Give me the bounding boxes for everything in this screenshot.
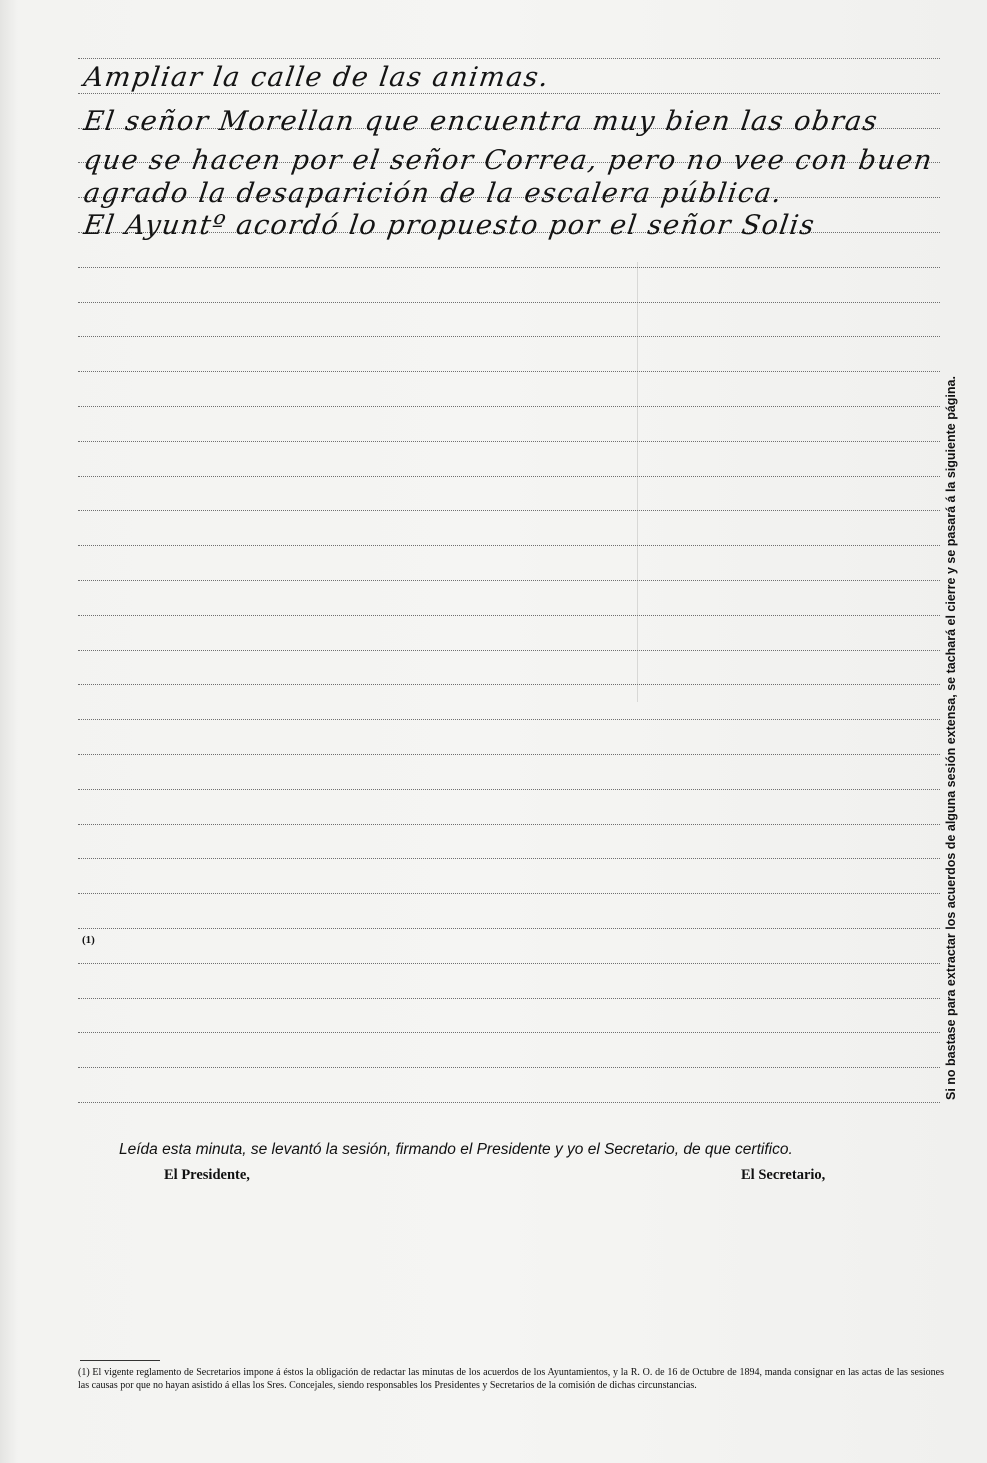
side-margin-note: Si no bastase para extractar los acuerdos de alguna sesión extensa, se tachará el cierre y se pasará á la siguiente página. — [944, 376, 958, 1100]
ruled-line — [78, 336, 940, 337]
secretary-signature-label: El Secretario, — [741, 1167, 826, 1183]
ruled-line — [78, 476, 940, 477]
ruled-line — [78, 510, 940, 511]
ruled-line — [78, 789, 940, 790]
president-signature-label: El Presidente, — [164, 1167, 250, 1183]
ruled-line — [78, 58, 940, 59]
ruled-line — [78, 754, 940, 755]
ruled-line — [78, 858, 940, 859]
ruled-line — [78, 545, 940, 546]
ruled-line — [78, 1032, 940, 1033]
ruled-line — [78, 719, 940, 720]
ruled-line — [78, 615, 940, 616]
handwritten-line-3: que se hacen por el señor Correa, pero no vee con buen — [81, 145, 935, 176]
ruled-line — [78, 650, 940, 651]
ruled-line — [78, 928, 940, 929]
ruled-line — [78, 441, 940, 442]
ruled-line — [78, 1102, 940, 1103]
footnote-divider — [80, 1360, 160, 1361]
ruled-line — [78, 893, 940, 894]
ruled-line — [78, 998, 940, 999]
ruled-line — [78, 580, 940, 581]
handwritten-line-4: agrado la desaparición de la escalera pública. — [81, 178, 785, 209]
handwritten-line-5: El Ayuntº acordó lo propuesto por el señor Solis — [81, 210, 818, 241]
ruled-line — [78, 824, 940, 825]
ruled-line — [78, 93, 940, 94]
closing-statement: Leída esta minuta, se levantó la sesión, firmando el Presidente y yo el Secretario, de que certifico. — [119, 1141, 793, 1158]
footnote-text: (1) El vigente reglamento de Secretarios impone á éstos la obligación de redactar las minutas de los acuerdos de los Ayuntamientos, y la R. O. de 16 de Octubre de 1894, manda consignar en las actas de las sesiones las causas por que no hayan asistido á ellas los Sres. Concejales, siendo responsables los Presidentes y Secretarios de la comisión de dichas circunstancias. — [78, 1367, 944, 1391]
ruled-line — [78, 302, 940, 303]
ruled-line — [78, 1067, 940, 1068]
handwritten-line-1: Ampliar la calle de las animas. — [81, 62, 552, 93]
ruled-line — [78, 371, 940, 372]
footnote-marker: (1) — [82, 934, 95, 946]
handwritten-line-2: El señor Morellan que encuentra muy bien las obras — [81, 106, 881, 137]
ruled-line — [78, 684, 940, 685]
ruled-line — [78, 406, 940, 407]
ruled-line — [78, 963, 940, 964]
ruled-line — [78, 267, 940, 268]
